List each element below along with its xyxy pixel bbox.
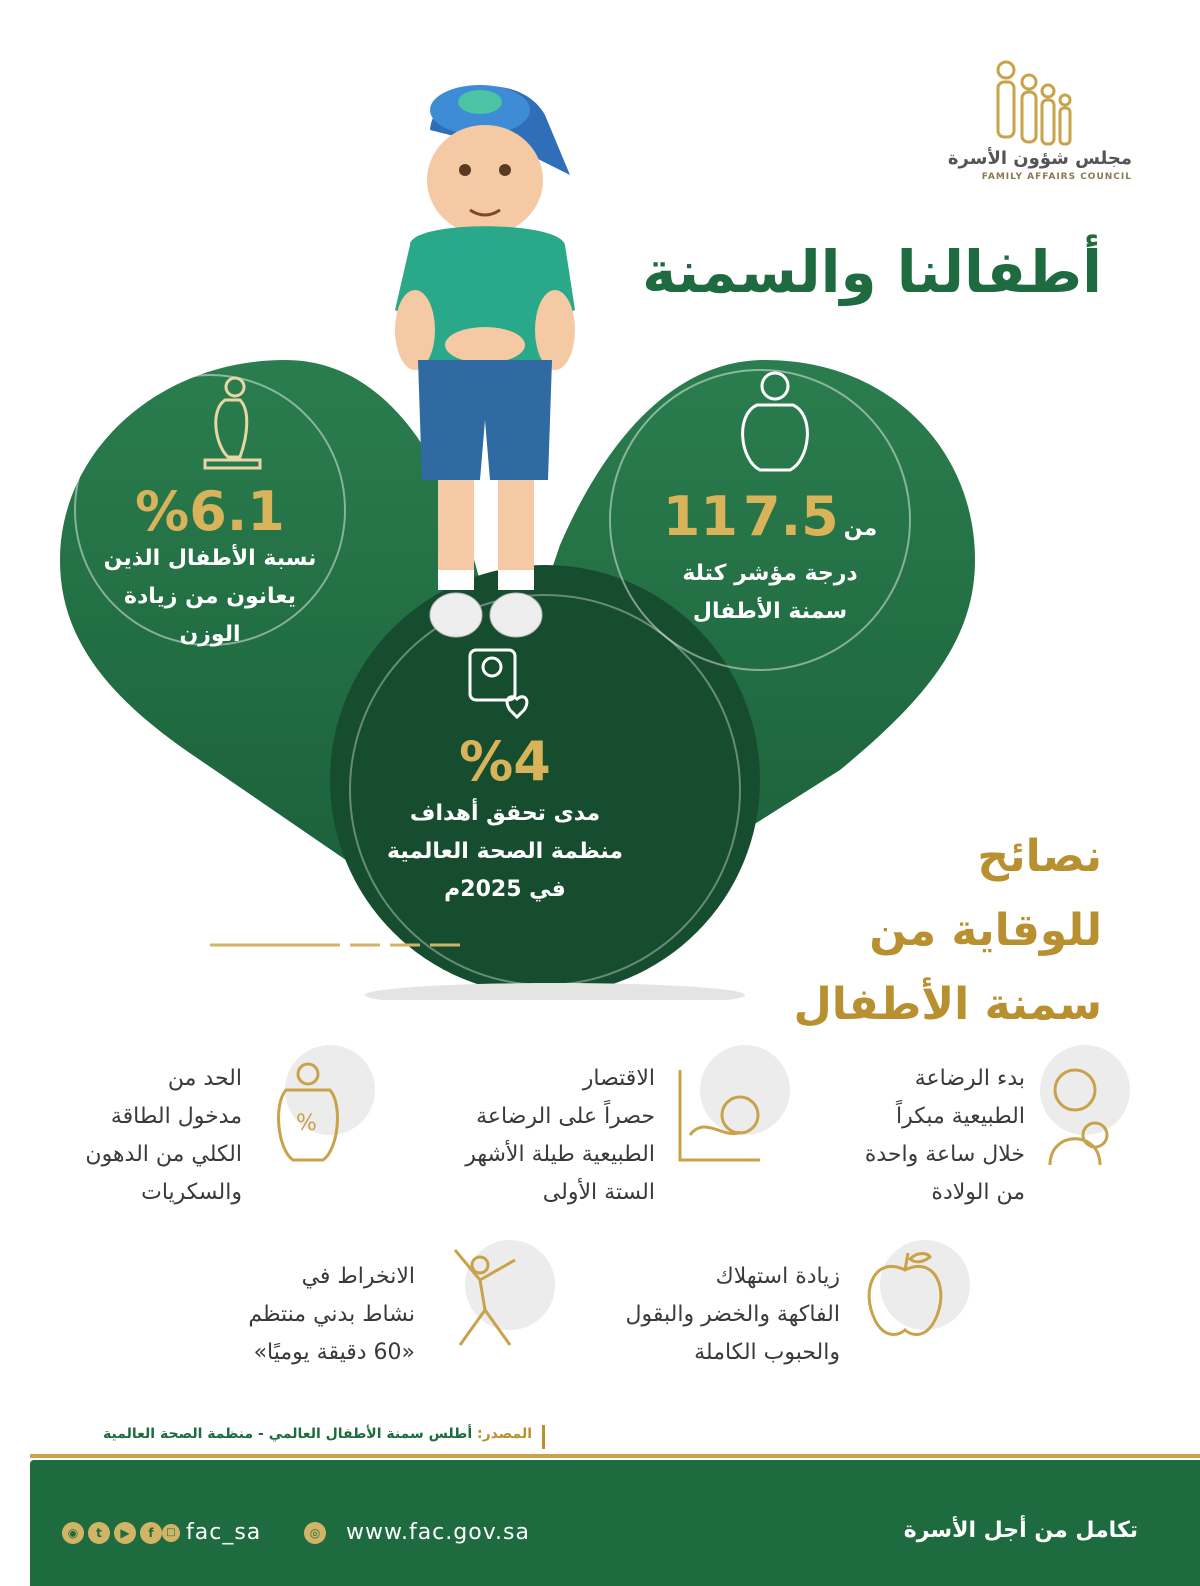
tip-line: مدخول الطاقة xyxy=(110,1104,242,1129)
stat-obesity-percent: %6.1 xyxy=(135,480,285,543)
instagram-icon[interactable]: □ xyxy=(162,1524,180,1542)
footer-gold-line xyxy=(30,1454,1200,1458)
tip-exclusive-breastfeeding xyxy=(395,1060,655,1212)
logo-name-ar: مجلس شؤون الأسرة xyxy=(947,148,1132,169)
tip-line: نشاط بدني منتظم xyxy=(248,1302,415,1327)
stat-who-text xyxy=(355,795,655,909)
globe-icon: ◎ xyxy=(304,1522,326,1544)
tips-title-line1: نصائح xyxy=(977,831,1102,882)
source-divider xyxy=(542,1425,545,1449)
scale-person-icon xyxy=(190,375,270,475)
stat-who-line2: منظمة الصحة العالمية xyxy=(387,839,623,864)
tip-line: الحد من xyxy=(167,1066,242,1091)
tip-line: حصراً على الرضاعة xyxy=(476,1104,655,1129)
stat-bmi-to: 11 xyxy=(662,485,738,548)
stat-bmi-range xyxy=(660,485,880,548)
tip-physical-activity xyxy=(165,1258,415,1372)
tip-line: «60 دقيقة يوميًا» xyxy=(253,1340,415,1365)
tip-line: الطبيعية مبكراً xyxy=(895,1104,1025,1129)
tip-line: الانخراط في xyxy=(301,1264,415,1289)
page-title: أطفالنا والسمنة xyxy=(642,238,1102,306)
stat-bmi-from: 7.5 xyxy=(743,485,839,548)
breastfeeding-icon xyxy=(670,1060,770,1170)
tip-fruits-vegetables xyxy=(550,1258,840,1372)
tips-title xyxy=(794,820,1102,1042)
stat-bmi-text xyxy=(660,555,880,631)
tip-line: بدء الرضاعة xyxy=(914,1066,1025,1091)
footer-slogan: تكامل من أجل الأسرة xyxy=(903,1518,1138,1543)
tip-early-breastfeeding xyxy=(795,1060,1025,1212)
footer-website-link[interactable]: www.fac.gov.sa xyxy=(346,1520,530,1545)
tip-line: الكلي من الدهون xyxy=(85,1142,242,1167)
overweight-child-icon xyxy=(735,370,815,480)
stat-bmi-line1: درجة مؤشر كتلة xyxy=(682,561,858,586)
mother-baby-icon xyxy=(1040,1060,1120,1170)
stat-who-percent: %4 xyxy=(459,730,551,793)
weight-scale-heart-icon xyxy=(465,645,535,725)
apple-icon xyxy=(860,1245,950,1345)
tip-line: الطبيعية طيلة الأشهر xyxy=(465,1142,655,1167)
stat-who-line3: في 2025م xyxy=(444,877,566,902)
tip-line: والحبوب الكاملة xyxy=(694,1340,840,1365)
stat-bmi-mid: من xyxy=(843,516,878,541)
tip-line: خلال ساعة واحدة xyxy=(864,1142,1025,1167)
tip-line: زيادة استهلاك xyxy=(715,1264,840,1289)
logo-name-en: FAMILY AFFAIRS COUNCIL xyxy=(981,172,1132,182)
tips-title-line3: سمنة الأطفال xyxy=(793,979,1102,1030)
stat-obesity-line1: نسبة الأطفال الذين xyxy=(103,546,317,571)
body-percent-icon xyxy=(268,1060,348,1170)
footer-social-handle[interactable]: fac_sa xyxy=(186,1520,262,1545)
stat-who-line1: مدى تحقق أهداف xyxy=(409,801,601,826)
stat-obesity-text xyxy=(90,540,330,654)
stat-obesity-line2: يعانون من زيادة xyxy=(124,584,296,609)
tip-line: والسكريات xyxy=(141,1180,242,1205)
tip-line: الستة الأولى xyxy=(542,1180,655,1205)
tip-line: الفاكهة والخضر والبقول xyxy=(625,1302,840,1327)
tip-limit-fats-sugars xyxy=(42,1060,242,1212)
stat-bmi-line2: سمنة الأطفال xyxy=(692,599,848,624)
tip-line: الاقتصار xyxy=(582,1066,655,1091)
child-illustration xyxy=(380,60,590,645)
tip-line: من الولادة xyxy=(931,1180,1025,1205)
svg-text:%: % xyxy=(296,1111,317,1136)
source-citation xyxy=(103,1426,532,1442)
source-text: أطلس سمنة الأطفال العالمي - منظمة الصحة العالمية xyxy=(103,1426,473,1442)
twitter-icon[interactable]: t xyxy=(88,1522,110,1544)
youtube-icon[interactable]: ▶ xyxy=(114,1522,136,1544)
snapchat-icon[interactable]: ◉ xyxy=(62,1522,84,1544)
source-label: المصدر: xyxy=(477,1426,532,1442)
stat-obesity-line3: الوزن xyxy=(179,622,241,647)
tips-title-line2: للوقاية من xyxy=(869,905,1102,956)
facebook-icon[interactable]: f xyxy=(140,1522,162,1544)
exercise-icon xyxy=(440,1245,530,1355)
